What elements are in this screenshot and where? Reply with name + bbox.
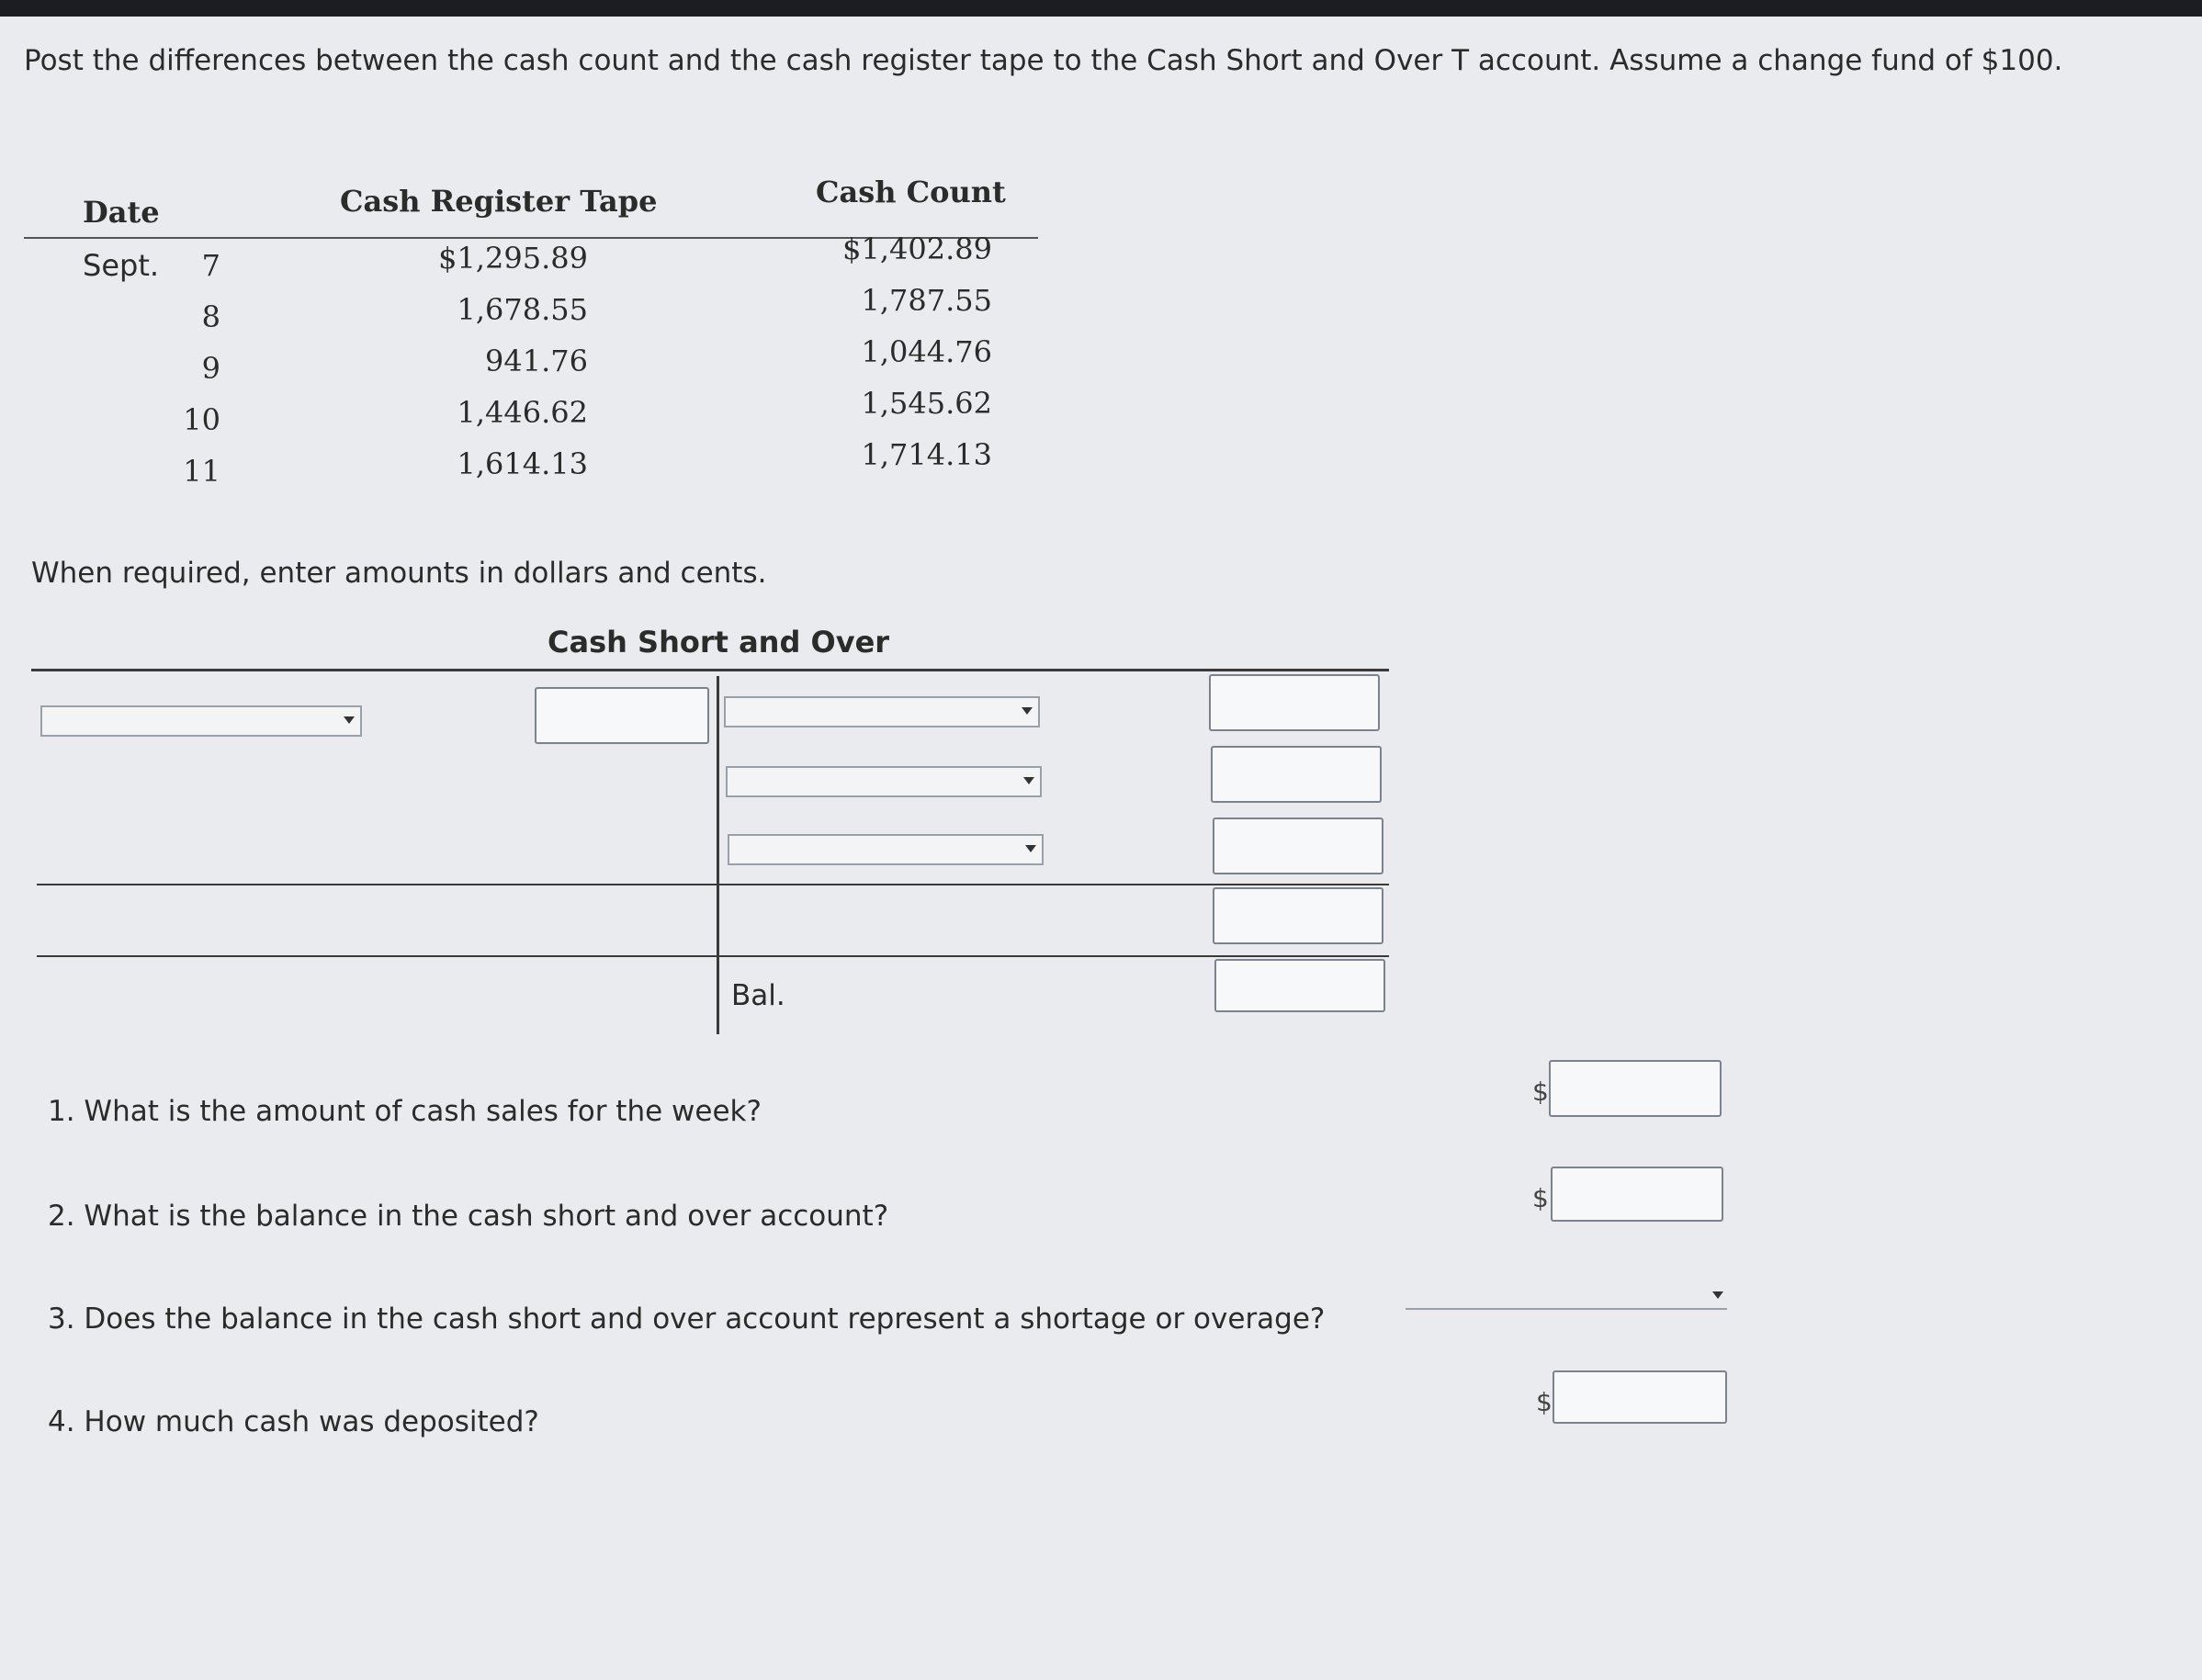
row-count: 1,545.62 bbox=[861, 386, 992, 421]
dropdown-arrow-icon bbox=[1022, 707, 1033, 715]
shortage-overage-select[interactable] bbox=[1406, 1284, 1727, 1310]
instruction-text: Post the differences between the cash count and the cash register tape to the Cash Short and Over T account. Assume a change fund of $100. bbox=[24, 44, 2063, 77]
header-cash-register-tape: Cash Register Tape bbox=[340, 184, 658, 219]
row-tape: 941.76 bbox=[485, 344, 588, 378]
row-tape: 1,446.62 bbox=[457, 395, 588, 430]
month-label: Sept. bbox=[83, 248, 160, 283]
credit-account-select-2[interactable] bbox=[726, 766, 1042, 797]
row-day: 11 bbox=[183, 454, 220, 489]
row-day: 10 bbox=[183, 402, 220, 437]
t-account-center-rule bbox=[717, 676, 719, 1034]
currency-label: $ bbox=[1536, 1387, 1553, 1417]
t-account-total-rule bbox=[37, 884, 1389, 885]
debit-account-select-1[interactable] bbox=[40, 705, 362, 737]
dropdown-arrow-icon bbox=[1712, 1291, 1723, 1299]
instruction-note: When required, enter amounts in dollars and cents. bbox=[31, 557, 767, 590]
row-count: 1,787.55 bbox=[861, 283, 992, 318]
cash-sales-input[interactable] bbox=[1549, 1060, 1722, 1117]
currency-label: $ bbox=[1532, 1077, 1549, 1107]
dropdown-arrow-icon bbox=[344, 716, 355, 724]
row-count: $1,402.89 bbox=[842, 231, 992, 266]
currency-label: $ bbox=[1532, 1183, 1549, 1213]
question-3: 3. Does the balance in the cash short and over account represent a shortage or overage? bbox=[48, 1302, 1326, 1336]
balance-label: Bal. bbox=[731, 979, 785, 1012]
balance-answer-input[interactable] bbox=[1551, 1167, 1723, 1222]
credit-total-input[interactable] bbox=[1213, 887, 1383, 944]
credit-amount-input-3[interactable] bbox=[1213, 817, 1383, 874]
header-cash-count: Cash Count bbox=[816, 175, 1006, 209]
dropdown-arrow-icon bbox=[1023, 777, 1034, 784]
row-day: 7 bbox=[201, 248, 220, 283]
row-day: 8 bbox=[201, 299, 220, 334]
question-2: 2. What is the balance in the cash short and over account? bbox=[48, 1200, 889, 1233]
row-count: 1,044.76 bbox=[861, 334, 992, 369]
t-account-top-rule bbox=[31, 669, 1389, 671]
question-1: 1. What is the amount of cash sales for the week? bbox=[48, 1095, 762, 1128]
debit-amount-input-1[interactable] bbox=[535, 687, 709, 744]
t-account-balance-rule bbox=[37, 955, 1389, 957]
credit-amount-input-1[interactable] bbox=[1209, 674, 1380, 731]
t-account-title: Cash Short and Over bbox=[548, 625, 890, 660]
cash-deposited-input[interactable] bbox=[1553, 1370, 1727, 1424]
question-4: 4. How much cash was deposited? bbox=[48, 1405, 539, 1438]
header-date: Date bbox=[83, 195, 160, 230]
dropdown-arrow-icon bbox=[1025, 845, 1036, 852]
credit-account-select-3[interactable] bbox=[728, 834, 1044, 865]
row-count: 1,714.13 bbox=[861, 437, 992, 472]
row-tape: $1,295.89 bbox=[438, 241, 588, 276]
row-day: 9 bbox=[201, 351, 220, 386]
credit-account-select-1[interactable] bbox=[724, 696, 1040, 727]
balance-amount-input[interactable] bbox=[1214, 959, 1385, 1012]
top-bar bbox=[0, 0, 2202, 17]
row-tape: 1,614.13 bbox=[457, 446, 588, 481]
credit-amount-input-2[interactable] bbox=[1211, 746, 1382, 803]
row-tape: 1,678.55 bbox=[457, 292, 588, 327]
